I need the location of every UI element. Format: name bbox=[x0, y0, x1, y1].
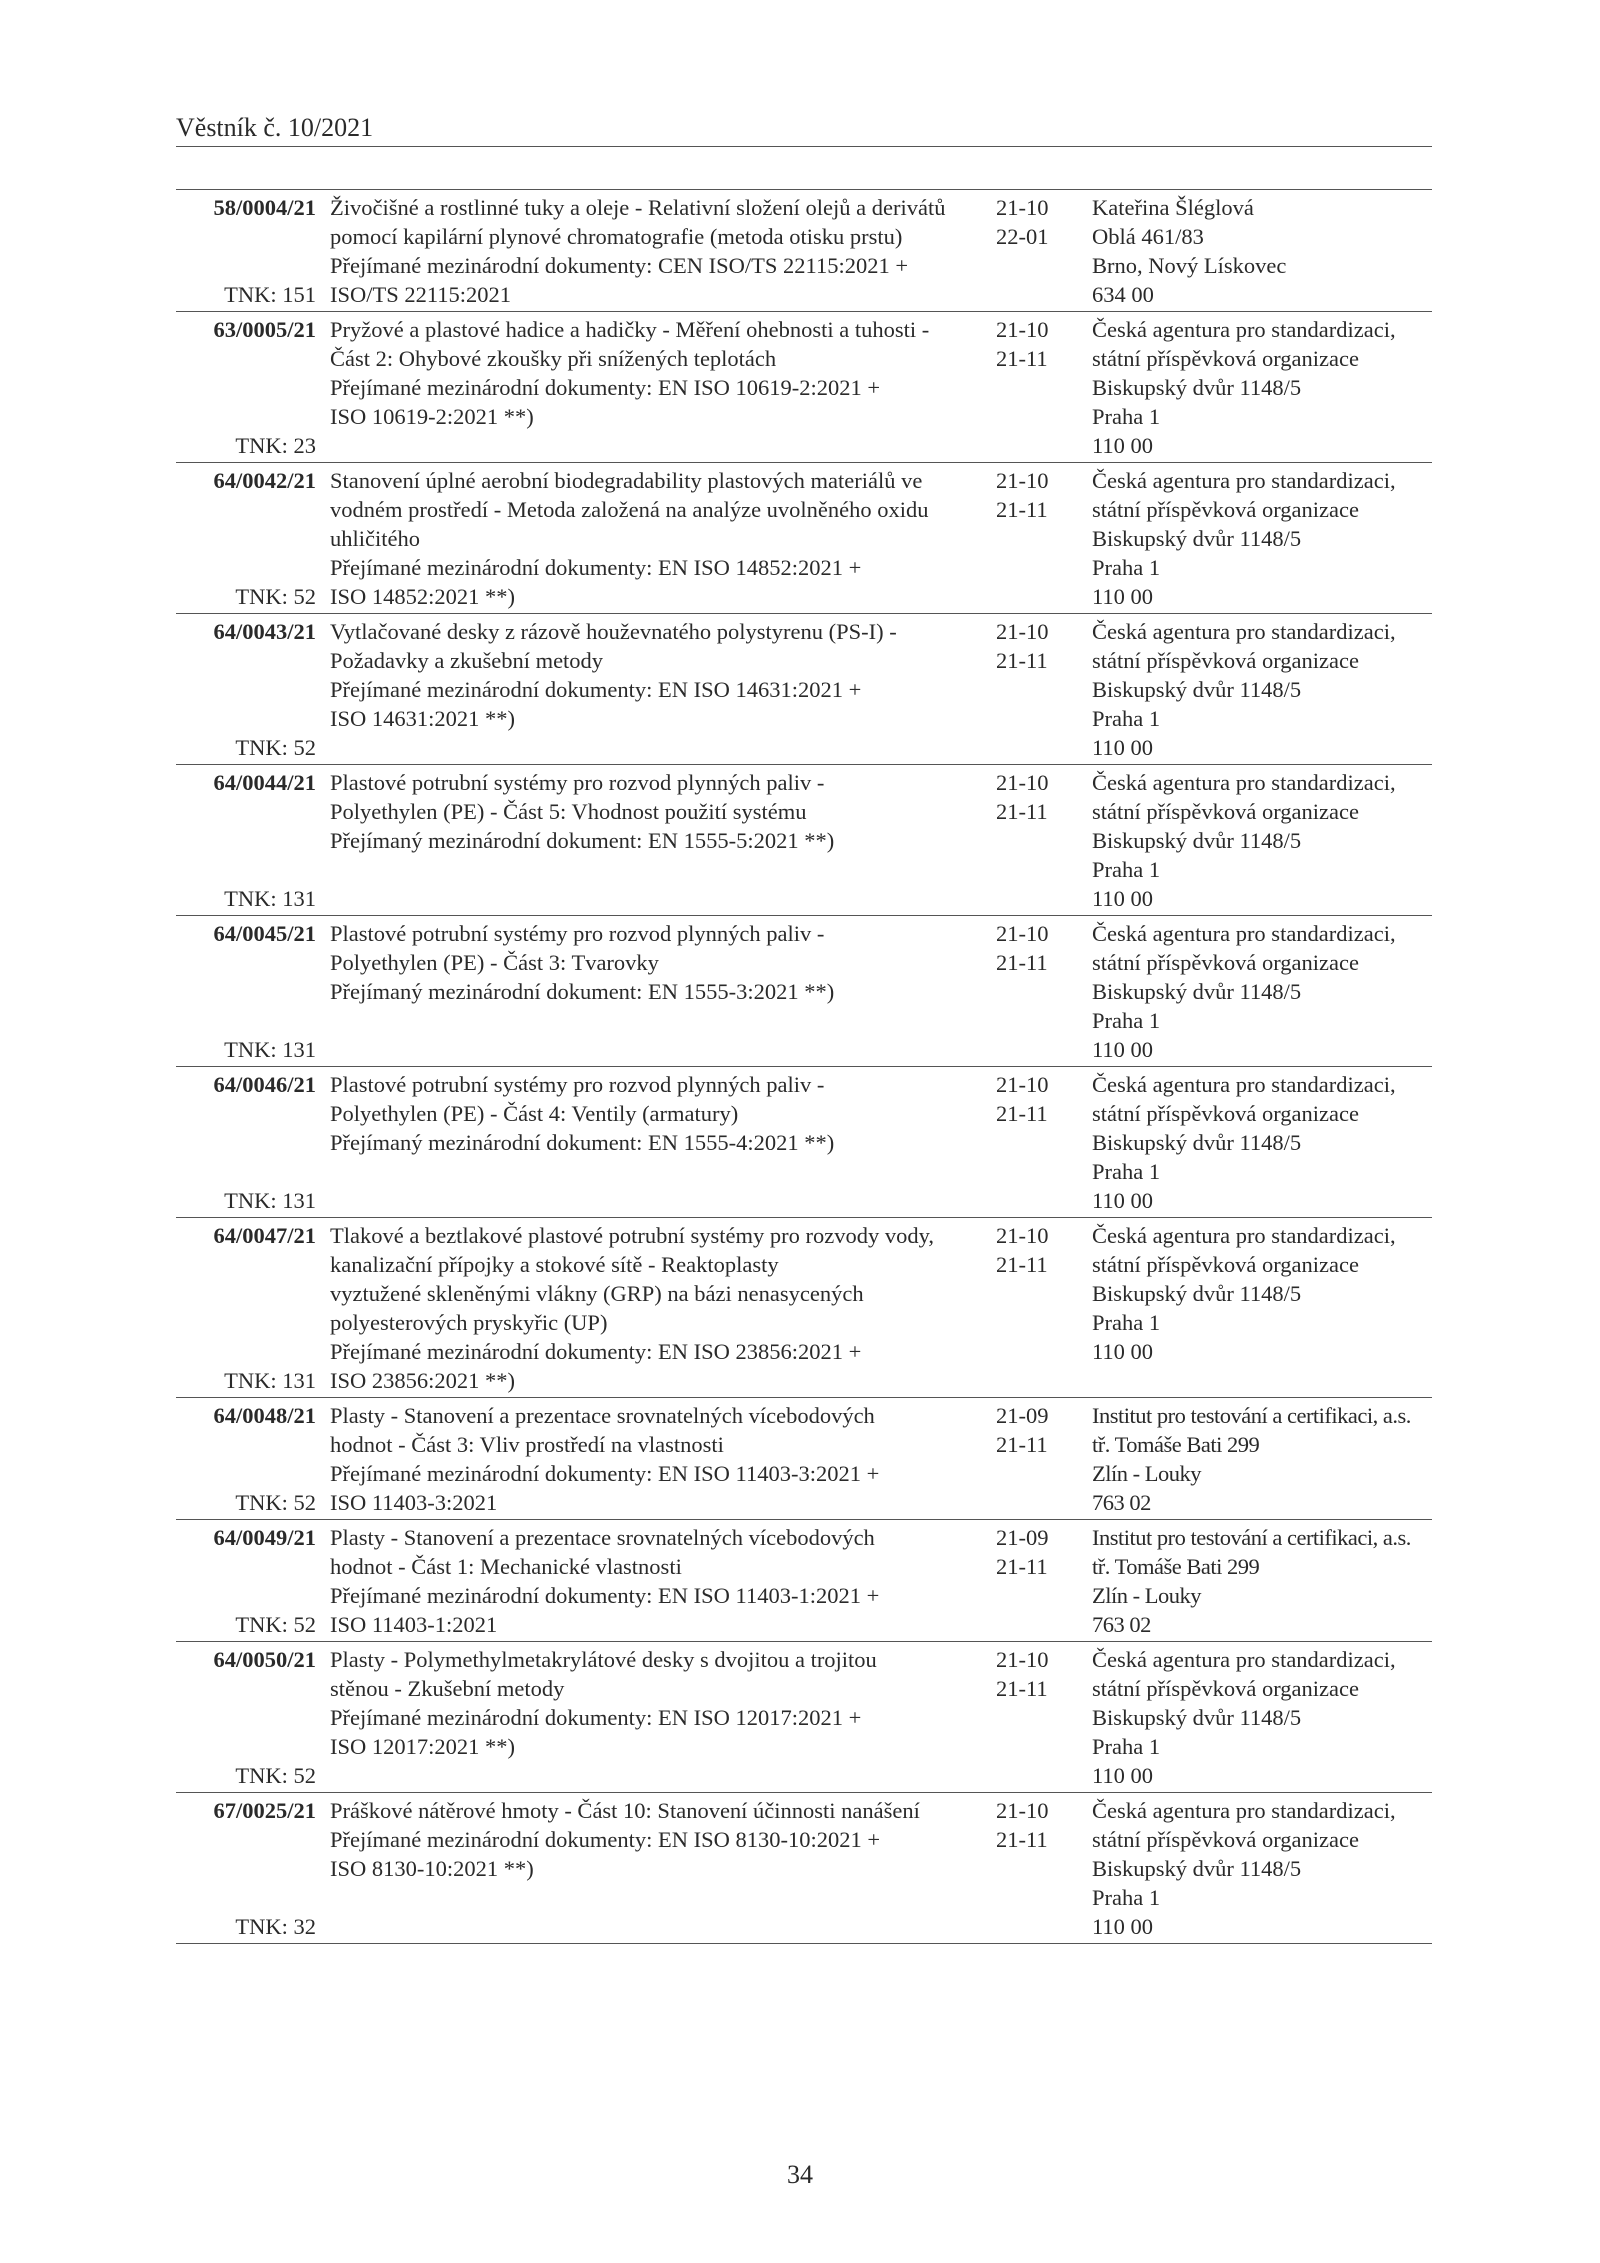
standard-title-cell bbox=[330, 1796, 994, 1941]
date-code: 21-10 bbox=[996, 195, 1049, 220]
contact-line: státní příspěvková organizace bbox=[1092, 497, 1359, 522]
standard-title-line: Plastové potrubní systémy pro rozvod plynných paliv - bbox=[330, 1072, 825, 1097]
tnk-code: TNK: 131 bbox=[224, 1037, 316, 1062]
contact-line: Biskupský dvůr 1148/5 bbox=[1092, 1281, 1302, 1306]
dates-cell bbox=[996, 617, 1086, 762]
standard-title-line: hodnot - Část 3: Vliv prostředí na vlastnosti bbox=[330, 1432, 724, 1457]
date-code: 21-10 bbox=[996, 1647, 1049, 1672]
dates-cell bbox=[996, 768, 1086, 913]
contact-line: 110 00 bbox=[1092, 1037, 1154, 1062]
table-row bbox=[176, 916, 1432, 1067]
contact-cell bbox=[1092, 768, 1432, 913]
adopted-documents-line: ISO/TS 22115:2021 bbox=[330, 282, 512, 307]
contact-line: Česká agentura pro standardizaci, bbox=[1092, 921, 1396, 946]
contact-line: Česká agentura pro standardizaci, bbox=[1092, 1072, 1396, 1097]
adopted-documents-line: ISO 11403-3:2021 bbox=[330, 1490, 498, 1515]
draft-id-cell bbox=[176, 1401, 316, 1517]
contact-line: státní příspěvková organizace bbox=[1092, 950, 1359, 975]
draft-number: 64/0042/21 bbox=[213, 468, 316, 493]
standard-title-line: Vytlačované desky z rázově houževnatého polystyrenu (PS-I) - bbox=[330, 619, 897, 644]
dates-cell bbox=[996, 193, 1086, 309]
table-row bbox=[176, 614, 1432, 765]
table-row bbox=[176, 1520, 1432, 1642]
adopted-documents-line: Přejímané mezinárodní dokumenty: EN ISO 11403-1:2021 + bbox=[330, 1583, 880, 1608]
contact-line: státní příspěvková organizace bbox=[1092, 346, 1359, 371]
tnk-code: TNK: 52 bbox=[235, 1612, 316, 1637]
contact-line: Česká agentura pro standardizaci, bbox=[1092, 619, 1396, 644]
draft-number: 64/0049/21 bbox=[213, 1525, 316, 1550]
contact-cell bbox=[1092, 617, 1432, 762]
draft-id-cell bbox=[176, 919, 316, 1064]
table-row bbox=[176, 765, 1432, 916]
contact-cell bbox=[1092, 1070, 1432, 1215]
adopted-documents-line: ISO 14631:2021 **) bbox=[330, 706, 515, 731]
date-code: 21-11 bbox=[996, 648, 1048, 673]
contact-line: státní příspěvková organizace bbox=[1092, 799, 1359, 824]
tnk-code: TNK: 52 bbox=[235, 584, 316, 609]
date-code: 21-11 bbox=[996, 1101, 1048, 1126]
draft-id-cell bbox=[176, 1796, 316, 1941]
adopted-documents-line: Přejímané mezinárodní dokumenty: EN ISO 23856:2021 + bbox=[330, 1339, 862, 1364]
contact-line: Praha 1 bbox=[1092, 1008, 1161, 1033]
dates-cell bbox=[996, 1221, 1086, 1395]
contact-cell bbox=[1092, 1645, 1432, 1790]
dates-cell bbox=[996, 466, 1086, 611]
tnk-code: TNK: 131 bbox=[224, 1368, 316, 1393]
table-row bbox=[176, 1218, 1432, 1398]
tnk-code: TNK: 32 bbox=[235, 1914, 316, 1939]
contact-line: Institut pro testování a certifikaci, a.s. bbox=[1092, 1525, 1411, 1550]
date-code: 21-10 bbox=[996, 1798, 1049, 1823]
contact-line: Praha 1 bbox=[1092, 1885, 1161, 1910]
draft-number: 64/0044/21 bbox=[213, 770, 316, 795]
standard-title-line: Polyethylen (PE) - Část 3: Tvarovky bbox=[330, 950, 659, 975]
adopted-documents-line: Přejímané mezinárodní dokumenty: EN ISO 14631:2021 + bbox=[330, 677, 862, 702]
contact-cell bbox=[1092, 919, 1432, 1064]
date-code: 21-11 bbox=[996, 346, 1048, 371]
tnk-code: TNK: 52 bbox=[235, 1490, 316, 1515]
date-code: 21-11 bbox=[996, 1676, 1048, 1701]
page-number: 34 bbox=[787, 2160, 813, 2189]
standard-title-line: Polyethylen (PE) - Část 4: Ventily (armatury) bbox=[330, 1101, 739, 1126]
draft-id-cell bbox=[176, 1523, 316, 1639]
tnk-code: TNK: 52 bbox=[235, 1763, 316, 1788]
standard-title-line: kanalizační přípojky a stokové sítě - Reaktoplasty bbox=[330, 1252, 779, 1277]
contact-line: Zlín - Louky bbox=[1092, 1583, 1201, 1608]
date-code: 21-11 bbox=[996, 1432, 1048, 1457]
tnk-code: TNK: 131 bbox=[224, 1188, 316, 1213]
standard-title-cell bbox=[330, 1221, 994, 1395]
draft-id-cell bbox=[176, 1645, 316, 1790]
draft-number: 64/0050/21 bbox=[213, 1647, 316, 1672]
standard-title-cell bbox=[330, 315, 994, 460]
contact-line: 110 00 bbox=[1092, 584, 1154, 609]
standard-title-cell bbox=[330, 466, 994, 611]
adopted-documents-line: Přejímané mezinárodní dokumenty: EN ISO 8130-10:2021 + bbox=[330, 1827, 881, 1852]
date-code: 21-10 bbox=[996, 468, 1049, 493]
standard-title-cell bbox=[330, 193, 994, 309]
contact-cell bbox=[1092, 315, 1432, 460]
standard-title-line: pomocí kapilární plynové chromatografie (metoda otisku prstu) bbox=[330, 224, 903, 249]
contact-cell bbox=[1092, 466, 1432, 611]
dates-cell bbox=[996, 1401, 1086, 1517]
standard-title-line: Plasty - Stanovení a prezentace srovnatelných vícebodových bbox=[330, 1525, 875, 1550]
adopted-documents-line: Přejímaný mezinárodní dokument: EN 1555-3:2021 **) bbox=[330, 979, 835, 1004]
adopted-documents-line: Přejímané mezinárodní dokumenty: EN ISO 12017:2021 + bbox=[330, 1705, 862, 1730]
standard-title-line: Plastové potrubní systémy pro rozvod plynných paliv - bbox=[330, 770, 825, 795]
contact-line: 110 00 bbox=[1092, 886, 1154, 911]
contact-line: Praha 1 bbox=[1092, 1734, 1161, 1759]
contact-line: Praha 1 bbox=[1092, 555, 1161, 580]
standards-table bbox=[176, 189, 1432, 1944]
table-row bbox=[176, 1793, 1432, 1944]
contact-line: 110 00 bbox=[1092, 1914, 1154, 1939]
draft-number: 58/0004/21 bbox=[213, 195, 316, 220]
adopted-documents-line: Přejímané mezinárodní dokumenty: EN ISO 14852:2021 + bbox=[330, 555, 862, 580]
date-code: 21-10 bbox=[996, 770, 1049, 795]
draft-id-cell bbox=[176, 315, 316, 460]
date-code: 21-09 bbox=[996, 1403, 1049, 1428]
contact-line: Česká agentura pro standardizaci, bbox=[1092, 468, 1396, 493]
contact-line: 763 02 bbox=[1092, 1612, 1151, 1637]
standard-title-cell bbox=[330, 1523, 994, 1639]
table-row bbox=[176, 312, 1432, 463]
date-code: 21-10 bbox=[996, 619, 1049, 644]
dates-cell bbox=[996, 919, 1086, 1064]
standard-title-line: Stanovení úplné aerobní biodegradability plastových materiálů ve bbox=[330, 468, 923, 493]
draft-id-cell bbox=[176, 466, 316, 611]
standard-title-line: Požadavky a zkušební metody bbox=[330, 648, 604, 673]
contact-line: Biskupský dvůr 1148/5 bbox=[1092, 979, 1302, 1004]
dates-cell bbox=[996, 315, 1086, 460]
date-code: 21-11 bbox=[996, 1827, 1048, 1852]
draft-number: 64/0046/21 bbox=[213, 1072, 316, 1097]
contact-line: Praha 1 bbox=[1092, 706, 1161, 731]
date-code: 21-10 bbox=[996, 1223, 1049, 1248]
contact-line: Brno, Nový Lískovec bbox=[1092, 253, 1287, 278]
contact-line: Biskupský dvůr 1148/5 bbox=[1092, 1856, 1302, 1881]
draft-number: 63/0005/21 bbox=[213, 317, 316, 342]
standard-title-line: polyesterových pryskyřic (UP) bbox=[330, 1310, 608, 1335]
contact-line: 110 00 bbox=[1092, 433, 1154, 458]
dates-cell bbox=[996, 1070, 1086, 1215]
contact-line: Praha 1 bbox=[1092, 1159, 1161, 1184]
draft-id-cell bbox=[176, 1221, 316, 1395]
contact-line: 110 00 bbox=[1092, 1339, 1154, 1364]
adopted-documents-line: ISO 12017:2021 **) bbox=[330, 1734, 515, 1759]
standard-title-line: Plasty - Polymethylmetakrylátové desky s dvojitou a trojitou bbox=[330, 1647, 877, 1672]
table-row bbox=[176, 463, 1432, 614]
contact-line: Praha 1 bbox=[1092, 404, 1161, 429]
contact-line: státní příspěvková organizace bbox=[1092, 1676, 1359, 1701]
standard-title-line: uhličitého bbox=[330, 526, 420, 551]
draft-id-cell bbox=[176, 768, 316, 913]
contact-line: Zlín - Louky bbox=[1092, 1461, 1201, 1486]
date-code: 21-11 bbox=[996, 1554, 1048, 1579]
adopted-documents-line: ISO 10619-2:2021 **) bbox=[330, 404, 534, 429]
contact-line: Kateřina Šléglová bbox=[1092, 195, 1254, 220]
date-code: 21-11 bbox=[996, 497, 1048, 522]
contact-line: 110 00 bbox=[1092, 1763, 1154, 1788]
contact-cell bbox=[1092, 193, 1432, 309]
standard-title-line: hodnot - Část 1: Mechanické vlastnosti bbox=[330, 1554, 682, 1579]
adopted-documents-line: Přejímané mezinárodní dokumenty: EN ISO 11403-3:2021 + bbox=[330, 1461, 880, 1486]
standard-title-cell bbox=[330, 617, 994, 762]
adopted-documents-line: ISO 14852:2021 **) bbox=[330, 584, 515, 609]
draft-id-cell bbox=[176, 193, 316, 309]
draft-number: 64/0047/21 bbox=[213, 1223, 316, 1248]
contact-line: státní příspěvková organizace bbox=[1092, 648, 1359, 673]
contact-cell bbox=[1092, 1523, 1432, 1639]
contact-line: 110 00 bbox=[1092, 735, 1154, 760]
date-code: 21-11 bbox=[996, 799, 1048, 824]
standard-title-line: stěnou - Zkušební metody bbox=[330, 1676, 565, 1701]
draft-id-cell bbox=[176, 1070, 316, 1215]
contact-line: Praha 1 bbox=[1092, 1310, 1161, 1335]
adopted-documents-line: Přejímaný mezinárodní dokument: EN 1555-5:2021 **) bbox=[330, 828, 835, 853]
journal-title: Věstník č. 10/2021 bbox=[176, 113, 374, 142]
contact-line: Česká agentura pro standardizaci, bbox=[1092, 1798, 1396, 1823]
adopted-documents-line: Přejímané mezinárodní dokumenty: EN ISO 10619-2:2021 + bbox=[330, 375, 881, 400]
dates-cell bbox=[996, 1796, 1086, 1941]
contact-line: Biskupský dvůr 1148/5 bbox=[1092, 1705, 1302, 1730]
standard-title-line: Živočišné a rostlinné tuky a oleje - Relativní složení olejů a derivátů bbox=[330, 195, 946, 220]
contact-line: Česká agentura pro standardizaci, bbox=[1092, 1223, 1396, 1248]
standard-title-line: Plastové potrubní systémy pro rozvod plynných paliv - bbox=[330, 921, 825, 946]
adopted-documents-line: ISO 11403-1:2021 bbox=[330, 1612, 498, 1637]
date-code: 21-10 bbox=[996, 921, 1049, 946]
contact-line: Česká agentura pro standardizaci, bbox=[1092, 317, 1396, 342]
standard-title-cell bbox=[330, 1070, 994, 1215]
table-row bbox=[176, 1398, 1432, 1520]
contact-line: tř. Tomáše Bati 299 bbox=[1092, 1554, 1260, 1579]
standard-title-line: Část 2: Ohybové zkoušky při snížených teplotách bbox=[330, 346, 777, 371]
draft-number: 67/0025/21 bbox=[213, 1798, 316, 1823]
date-code: 22-01 bbox=[996, 224, 1049, 249]
adopted-documents-line: Přejímané mezinárodní dokumenty: CEN ISO/TS 22115:2021 + bbox=[330, 253, 909, 278]
draft-number: 64/0048/21 bbox=[213, 1403, 316, 1428]
standard-title-line: Tlakové a beztlakové plastové potrubní systémy pro rozvody vody, bbox=[330, 1223, 935, 1248]
contact-line: Institut pro testování a certifikaci, a.s. bbox=[1092, 1403, 1411, 1428]
contact-line: Česká agentura pro standardizaci, bbox=[1092, 770, 1396, 795]
date-code: 21-11 bbox=[996, 950, 1048, 975]
tnk-code: TNK: 151 bbox=[224, 282, 316, 307]
dates-cell bbox=[996, 1523, 1086, 1639]
contact-line: Česká agentura pro standardizaci, bbox=[1092, 1647, 1396, 1672]
contact-line: Biskupský dvůr 1148/5 bbox=[1092, 1130, 1302, 1155]
date-code: 21-11 bbox=[996, 1252, 1048, 1277]
date-code: 21-10 bbox=[996, 317, 1049, 342]
standard-title-line: Plasty - Stanovení a prezentace srovnatelných vícebodových bbox=[330, 1403, 875, 1428]
adopted-documents-line: ISO 8130-10:2021 **) bbox=[330, 1856, 534, 1881]
standard-title-line: vyztužené skleněnými vlákny (GRP) na bázi nenasycených bbox=[330, 1281, 864, 1306]
standard-title-cell bbox=[330, 1401, 994, 1517]
contact-line: Biskupský dvůr 1148/5 bbox=[1092, 677, 1302, 702]
standard-title-line: Práškové nátěrové hmoty - Část 10: Stanovení účinnosti nanášení bbox=[330, 1798, 920, 1823]
standard-title-line: vodném prostředí - Metoda založená na analýze uvolněného oxidu bbox=[330, 497, 929, 522]
date-code: 21-10 bbox=[996, 1072, 1049, 1097]
table-row bbox=[176, 1642, 1432, 1793]
table-row bbox=[176, 190, 1432, 312]
contact-line: Biskupský dvůr 1148/5 bbox=[1092, 526, 1302, 551]
draft-id-cell bbox=[176, 617, 316, 762]
contact-cell bbox=[1092, 1221, 1432, 1395]
draft-number: 64/0043/21 bbox=[213, 619, 316, 644]
page-header bbox=[176, 110, 1432, 147]
contact-line: tř. Tomáše Bati 299 bbox=[1092, 1432, 1260, 1457]
tnk-code: TNK: 131 bbox=[224, 886, 316, 911]
contact-line: státní příspěvková organizace bbox=[1092, 1252, 1359, 1277]
tnk-code: TNK: 52 bbox=[235, 735, 316, 760]
contact-line: 110 00 bbox=[1092, 1188, 1154, 1213]
standard-title-cell bbox=[330, 1645, 994, 1790]
standard-title-line: Polyethylen (PE) - Část 5: Vhodnost použití systému bbox=[330, 799, 807, 824]
contact-line: státní příspěvková organizace bbox=[1092, 1101, 1359, 1126]
dates-cell bbox=[996, 1645, 1086, 1790]
contact-cell bbox=[1092, 1796, 1432, 1941]
contact-line: Oblá 461/83 bbox=[1092, 224, 1204, 249]
standard-title-cell bbox=[330, 768, 994, 913]
adopted-documents-line: Přejímaný mezinárodní dokument: EN 1555-4:2021 **) bbox=[330, 1130, 835, 1155]
table-row bbox=[176, 1067, 1432, 1218]
contact-cell bbox=[1092, 1401, 1432, 1517]
contact-line: 634 00 bbox=[1092, 282, 1154, 307]
contact-line: Praha 1 bbox=[1092, 857, 1161, 882]
draft-number: 64/0045/21 bbox=[213, 921, 316, 946]
adopted-documents-line: ISO 23856:2021 **) bbox=[330, 1368, 515, 1393]
contact-line: 763 02 bbox=[1092, 1490, 1151, 1515]
tnk-code: TNK: 23 bbox=[235, 433, 316, 458]
standard-title-cell bbox=[330, 919, 994, 1064]
contact-line: Biskupský dvůr 1148/5 bbox=[1092, 375, 1302, 400]
contact-line: Biskupský dvůr 1148/5 bbox=[1092, 828, 1302, 853]
date-code: 21-09 bbox=[996, 1525, 1049, 1550]
contact-line: státní příspěvková organizace bbox=[1092, 1827, 1359, 1852]
standard-title-line: Pryžové a plastové hadice a hadičky - Měření ohebnosti a tuhosti - bbox=[330, 317, 930, 342]
